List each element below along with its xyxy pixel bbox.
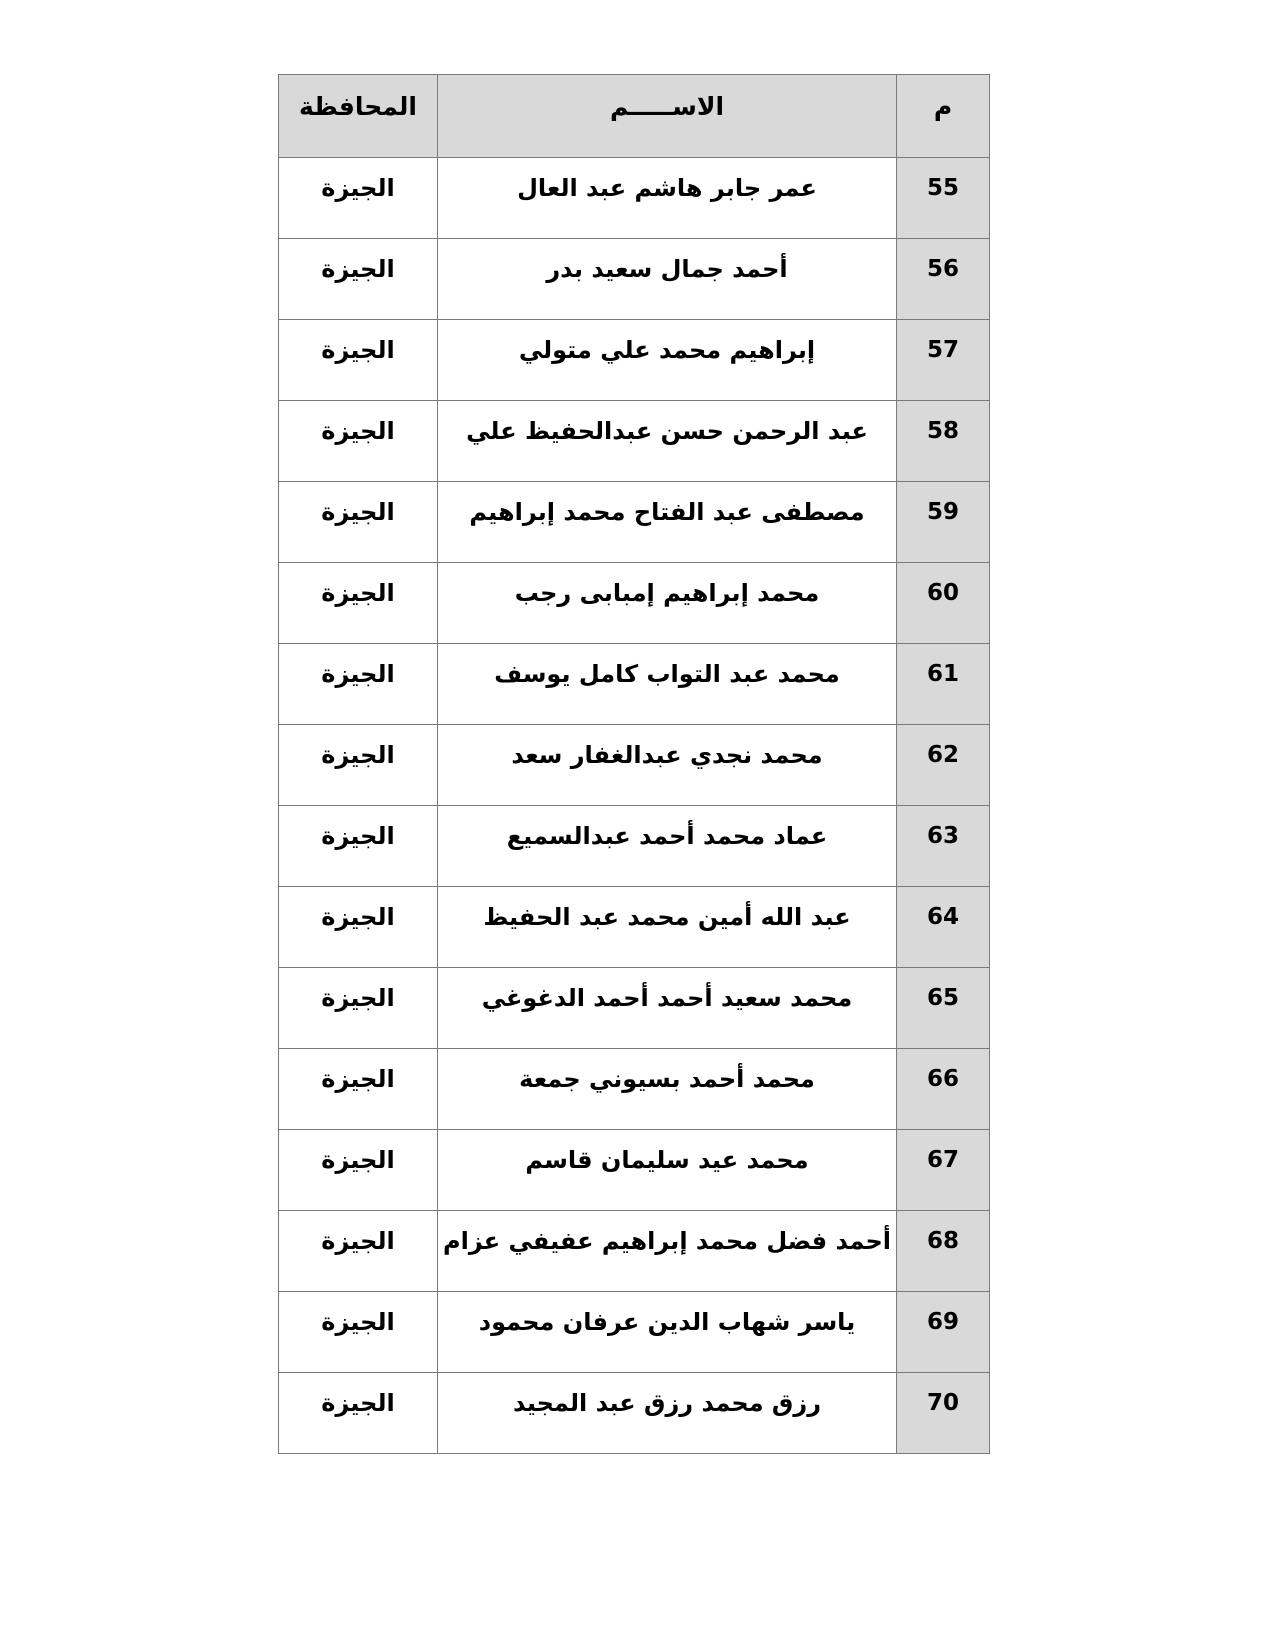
table-row	[279, 1130, 990, 1211]
table-row	[279, 1373, 990, 1454]
row-number	[897, 1049, 990, 1130]
row-name	[438, 320, 897, 401]
row-name-text: محمد عبد التواب كامل يوسف	[494, 660, 840, 688]
row-number	[897, 1292, 990, 1373]
row-name	[438, 1049, 897, 1130]
row-governorate-text: الجيزة	[321, 1146, 395, 1174]
row-number	[897, 320, 990, 401]
row-name-text: محمد أحمد بسيوني جمعة	[519, 1065, 815, 1093]
table-row	[279, 968, 990, 1049]
row-number-text: 69	[926, 1309, 959, 1335]
row-governorate	[279, 1049, 438, 1130]
row-governorate	[279, 644, 438, 725]
row-name-text: عبد الرحمن حسن عبدالحفيظ علي	[466, 417, 868, 445]
row-governorate	[279, 1373, 438, 1454]
table-row	[279, 158, 990, 239]
row-number	[897, 563, 990, 644]
row-governorate-text: الجيزة	[321, 660, 395, 688]
row-governorate-text: الجيزة	[321, 255, 395, 283]
row-number	[897, 482, 990, 563]
row-governorate-text: الجيزة	[321, 1227, 395, 1255]
row-number-text: 68	[926, 1228, 959, 1254]
row-governorate-text: الجيزة	[321, 336, 395, 364]
row-number	[897, 1211, 990, 1292]
row-governorate-text: الجيزة	[321, 984, 395, 1012]
row-number	[897, 968, 990, 1049]
row-governorate-text: الجيزة	[321, 174, 395, 202]
row-governorate	[279, 482, 438, 563]
table-row	[279, 401, 990, 482]
row-governorate	[279, 1211, 438, 1292]
table-row	[279, 644, 990, 725]
table-row	[279, 482, 990, 563]
row-governorate-text: الجيزة	[321, 1065, 395, 1093]
row-governorate-text: الجيزة	[321, 1308, 395, 1336]
table-row	[279, 239, 990, 320]
table-row	[279, 1211, 990, 1292]
row-number-text: 58	[926, 418, 959, 444]
row-name-text: إبراهيم محمد علي متولي	[518, 336, 816, 364]
table-row	[279, 320, 990, 401]
row-number-text: 65	[926, 985, 959, 1011]
row-number-text: 62	[926, 742, 959, 768]
row-number	[897, 239, 990, 320]
row-governorate	[279, 401, 438, 482]
row-name-text: محمد سعيد أحمد أحمد الدغوغي	[481, 984, 853, 1012]
row-name	[438, 1130, 897, 1211]
row-governorate	[279, 158, 438, 239]
row-name-text: ياسر شهاب الدين عرفان محمود	[478, 1308, 856, 1336]
table-row	[279, 1049, 990, 1130]
row-number	[897, 401, 990, 482]
row-number-text: 55	[926, 175, 959, 201]
header-name: الاســـــم	[438, 75, 897, 158]
row-governorate	[279, 1292, 438, 1373]
row-name	[438, 158, 897, 239]
row-number	[897, 644, 990, 725]
row-number	[897, 1373, 990, 1454]
row-name-text: مصطفى عبد الفتاح محمد إبراهيم	[469, 498, 865, 526]
row-name	[438, 968, 897, 1049]
table-row	[279, 1292, 990, 1373]
row-governorate	[279, 806, 438, 887]
row-name-text: أحمد فضل محمد إبراهيم عفيفي عزام	[443, 1227, 891, 1255]
row-number-text: 60	[926, 580, 959, 606]
row-governorate	[279, 887, 438, 968]
row-governorate	[279, 968, 438, 1049]
row-number-text: 70	[926, 1390, 959, 1416]
row-number-text: 59	[926, 499, 959, 525]
row-number	[897, 1130, 990, 1211]
table-header-row	[279, 75, 990, 158]
row-governorate	[279, 239, 438, 320]
row-number-text: 57	[926, 337, 959, 363]
row-name	[438, 887, 897, 968]
row-number-text: 61	[926, 661, 959, 687]
row-governorate	[279, 320, 438, 401]
row-governorate-text: الجيزة	[321, 822, 395, 850]
row-name	[438, 239, 897, 320]
row-name-text: عبد الله أمين محمد عبد الحفيظ	[483, 903, 851, 931]
row-name	[438, 482, 897, 563]
row-name	[438, 1373, 897, 1454]
row-name	[438, 401, 897, 482]
table-row	[279, 887, 990, 968]
row-governorate	[279, 563, 438, 644]
header-governorate: المحافظة	[279, 75, 438, 158]
row-number	[897, 725, 990, 806]
row-governorate-text: الجيزة	[321, 1389, 395, 1417]
row-name-text: محمد إبراهيم إمبابى رجب	[514, 579, 820, 607]
row-number-text: 67	[926, 1147, 959, 1173]
row-name	[438, 1292, 897, 1373]
row-number-text: 64	[926, 904, 959, 930]
row-governorate-text: الجيزة	[321, 741, 395, 769]
row-name	[438, 725, 897, 806]
row-name-text: محمد عيد سليمان قاسم	[525, 1146, 809, 1174]
row-number-text: 56	[926, 256, 959, 282]
row-governorate-text: الجيزة	[321, 417, 395, 445]
row-name-text: محمد نجدي عبدالغفار سعد	[511, 741, 823, 769]
row-name	[438, 563, 897, 644]
table-row	[279, 725, 990, 806]
row-number	[897, 806, 990, 887]
names-table	[278, 74, 990, 1454]
row-name	[438, 806, 897, 887]
row-name-text: أحمد جمال سعيد بدر	[546, 255, 788, 283]
row-governorate-text: الجيزة	[321, 903, 395, 931]
table-body	[279, 158, 990, 1454]
row-name-text: عمر جابر هاشم عبد العال	[517, 174, 817, 202]
row-number	[897, 887, 990, 968]
row-governorate	[279, 725, 438, 806]
header-number: م	[897, 75, 990, 158]
table-row	[279, 806, 990, 887]
row-number-text: 66	[926, 1066, 959, 1092]
row-name	[438, 1211, 897, 1292]
row-name-text: عماد محمد أحمد عبدالسميع	[506, 822, 828, 850]
row-number-text: 63	[926, 823, 959, 849]
row-name-text: رزق محمد رزق عبد المجيد	[512, 1389, 822, 1417]
row-governorate-text: الجيزة	[321, 579, 395, 607]
row-number	[897, 158, 990, 239]
row-governorate-text: الجيزة	[321, 498, 395, 526]
table-row	[279, 563, 990, 644]
row-name	[438, 644, 897, 725]
row-governorate	[279, 1130, 438, 1211]
